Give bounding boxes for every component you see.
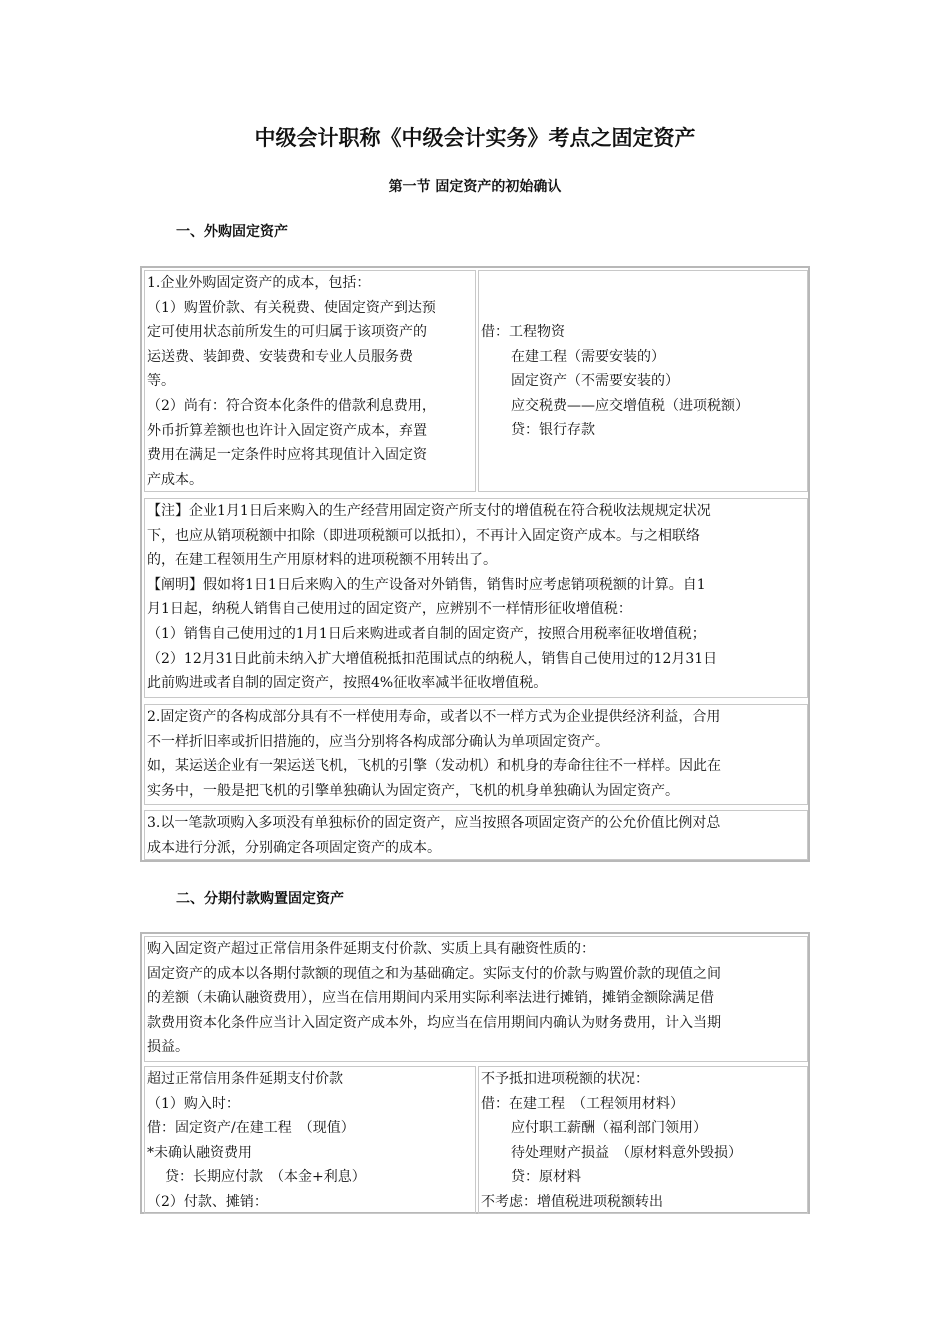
text-line: 产成本。 bbox=[147, 471, 203, 488]
text-line: （2）尚有：符合资本化条件的借款利息费用， bbox=[147, 397, 436, 414]
text-line: 贷：原材料 bbox=[511, 1169, 581, 1186]
text-line: 2.固定资产的各构成部分具有不一样使用寿命，或者以不一样方式为企业提供经济利益，合用 bbox=[147, 709, 721, 725]
text-line: 不予抵扣进项税额的状况： bbox=[481, 1071, 649, 1087]
text-line: 应交税费——应交增值税（进项税额） bbox=[511, 397, 749, 414]
text-line: 【注】企业1月1日后来购入的生产经营用固定资产所支付的增值税在符合税收法规规定状况 bbox=[147, 503, 711, 519]
cell-installment-description bbox=[144, 936, 808, 1062]
text-line: 下，也应从销项税额中扣除（即进项税额可以抵扣），不再计入固定资产成本。与之相联络 bbox=[147, 527, 700, 544]
table-purchased-assets bbox=[140, 266, 810, 862]
text-line: 固定资产（不需要安装的） bbox=[511, 373, 679, 390]
text-line: 等。 bbox=[147, 373, 175, 390]
text-line: 不考虑：增值税进项税额转出 bbox=[481, 1193, 663, 1210]
text-line: 款费用资本化条件应当计入固定资产成本外，均应当在信用期间内确认为财务费用，计入当期 bbox=[147, 1014, 721, 1031]
heading-installment-purchase: 二、分期付款购置固定资产 bbox=[176, 891, 344, 907]
text-line: 此前购进或者自制的固定资产，按照4%征收率减半征收增值税。 bbox=[147, 675, 548, 692]
cell-lump-sum-purchase bbox=[144, 810, 808, 860]
text-line: 损益。 bbox=[147, 1039, 189, 1056]
text-line: 的差额（未确认融资费用），应当在信用期间内采用实际利率法进行摊销，摊销金额除满足借 bbox=[147, 990, 714, 1007]
text-line: 成本进行分派，分别确定各项固定资产的成本。 bbox=[147, 839, 441, 856]
text-line: *未确认融资费用 bbox=[147, 1144, 252, 1161]
cell-component-assets bbox=[144, 704, 808, 805]
text-line: 实务中，一般是把飞机的引擎单独确认为固定资产，飞机的机身单独确认为固定资产。 bbox=[147, 782, 679, 799]
section-title: 第一节 固定资产的初始确认 bbox=[388, 179, 562, 195]
text-line: 如，某运送企业有一架运送飞机，飞机的引擎（发动机）和机身的寿命往往不一样样。因此在 bbox=[147, 758, 721, 775]
text-line: 应付职工薪酬（福利部门领用） bbox=[511, 1120, 707, 1137]
heading-purchased-assets: 一、外购固定资产 bbox=[176, 224, 288, 240]
cell-cost-composition bbox=[144, 270, 476, 492]
text-line: 超过正常信用条件延期支付价款 bbox=[147, 1071, 343, 1087]
cell-journal-entry bbox=[478, 270, 808, 492]
table-installment-purchase bbox=[140, 932, 810, 1214]
text-line: （2）付款、摊销： bbox=[147, 1193, 268, 1210]
text-line: 待处理财产损益 （原材料意外毁损） bbox=[511, 1144, 742, 1161]
cell-note bbox=[144, 498, 808, 698]
text-line: （2）12月31日此前未纳入扩大增值税抵扣范围试点的纳税人，销售自己使用过的12月31日 bbox=[147, 650, 718, 667]
cell-non-deductible-vat bbox=[478, 1066, 808, 1214]
text-line: 3.以一笔款项购入多项没有单独标价的固定资产，应当按照各项固定资产的公允价值比例对总 bbox=[147, 815, 721, 831]
text-line: 固定资产的成本以各期付款额的现值之和为基础确定。实际支付的价款与购置价款的现值之间 bbox=[147, 965, 721, 982]
text-line: 借：在建工程 （工程领用材料） bbox=[481, 1095, 684, 1112]
page-title: 中级会计职称《中级会计实务》考点之固定资产 bbox=[254, 126, 696, 150]
text-line: 在建工程（需要安装的） bbox=[511, 348, 665, 365]
text-line: 费用在满足一定条件时应将其现值计入固定资 bbox=[147, 447, 427, 464]
text-line: （1）购置价款、有关税费、使固定资产到达预 bbox=[147, 299, 436, 316]
text-line: （1）销售自己使用过的1月1日后来购进或者自制的固定资产，按照合用税率征收增值税； bbox=[147, 625, 706, 642]
text-line: 购入固定资产超过正常信用条件延期支付价款、实质上具有融资性质的： bbox=[147, 941, 595, 957]
text-line: 贷：银行存款 bbox=[511, 422, 595, 439]
text-line: 外币折算差额也也许计入固定资产成本，弃置 bbox=[147, 422, 427, 439]
text-line: 借：固定资产/在建工程 （现值） bbox=[147, 1120, 355, 1137]
text-line: 的，在建工程领用生产用原材料的进项税额不用转出了。 bbox=[147, 552, 497, 569]
cell-deferred-payment-entries bbox=[144, 1066, 476, 1214]
text-line: 运送费、装卸费、安装费和专业人员服务费 bbox=[147, 348, 413, 365]
text-line: 贷：长期应付款 （本金+利息） bbox=[165, 1169, 366, 1186]
text-line: 1.企业外购固定资产的成本，包括： bbox=[147, 275, 371, 291]
text-line: 【阐明】假如将1日1日后来购入的生产设备对外销售，销售时应考虑销项税额的计算。自1 bbox=[147, 576, 706, 593]
text-line: 月1日起，纳税人销售自己使用过的固定资产，应辨别不一样情形征收增值税： bbox=[147, 601, 632, 618]
text-line: 定可使用状态前所发生的可归属于该项资产的 bbox=[147, 324, 427, 341]
text-line: 不一样折旧率或折旧措施的，应当分别将各构成部分确认为单项固定资产。 bbox=[147, 733, 609, 750]
text-line: 借：工程物资 bbox=[481, 324, 565, 340]
text-line: （1）购入时： bbox=[147, 1095, 240, 1112]
